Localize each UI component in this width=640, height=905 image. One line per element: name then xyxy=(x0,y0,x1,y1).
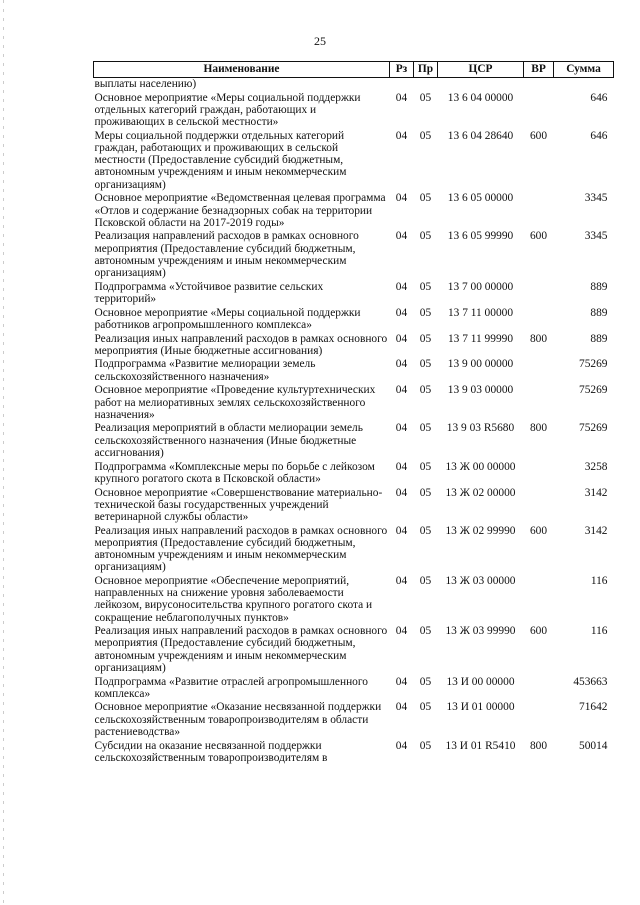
cell-name: Основное мероприятие «Совершенствование материально-технической базы государственных учреждений ветеринарной службы области» xyxy=(94,486,383,523)
cell-sum: 453663 xyxy=(573,675,608,688)
cell-vr xyxy=(524,358,554,384)
cell-sum: 3345 xyxy=(584,192,608,205)
cell-rz: 04 xyxy=(395,358,408,371)
cell-rz: 04 xyxy=(395,486,408,499)
cell-pr: 05 xyxy=(419,524,432,537)
cell-rz: 04 xyxy=(395,625,408,638)
page-number: 25 xyxy=(314,34,326,48)
table-body xyxy=(94,78,614,766)
cell-sum: 3258 xyxy=(584,460,608,473)
cell-pr: 05 xyxy=(419,574,432,587)
table-row xyxy=(94,192,614,230)
cell-pr: 05 xyxy=(419,675,432,688)
cell-sum: 3142 xyxy=(584,524,608,537)
cell-rz: 04 xyxy=(395,574,408,587)
cell-rz: 04 xyxy=(395,384,408,397)
table-row xyxy=(94,384,614,422)
cell-sum: 3142 xyxy=(584,486,608,499)
budget-table xyxy=(93,61,614,765)
cell-rz: 04 xyxy=(395,422,408,435)
cell-vr: 600 xyxy=(529,625,548,638)
cell-sum: 116 xyxy=(590,574,608,587)
cell-sum: 889 xyxy=(590,280,608,293)
cell-name: Основное мероприятие «Меры социальной поддержки работников агропромышленного комплекса» xyxy=(94,306,361,331)
cell-pr: 05 xyxy=(419,739,432,752)
cell-rz: 04 xyxy=(395,91,408,104)
cell-vr xyxy=(524,192,554,230)
cell-name: Реализация направлений расходов в рамках основного мероприятия (Предоставление субсидий бюджетным, автономным учреждениям и иным некоммерческим организациям) xyxy=(94,230,359,280)
header-sum: Сумма xyxy=(554,62,614,78)
cell-csr: 13 И 01 R5410 xyxy=(445,739,516,752)
cell-pr: 05 xyxy=(419,332,432,345)
cell-vr xyxy=(524,701,554,739)
cell-rz: 04 xyxy=(395,129,408,142)
cell-pr xyxy=(414,78,438,92)
cell-name: Основное мероприятие «Ведомственная целевая программа «Отлов и содержание безнадзорных собак на территории Псковской области на 2017-2019 годы» xyxy=(94,192,386,229)
cell-pr: 05 xyxy=(419,192,432,205)
table-row xyxy=(94,525,614,575)
cell-rz: 04 xyxy=(395,675,408,688)
table-row xyxy=(94,307,614,333)
cell-csr: 13 И 01 00000 xyxy=(446,701,515,714)
cell-rz: 04 xyxy=(395,460,408,473)
header-rz: Рз xyxy=(390,62,414,78)
table-row xyxy=(94,487,614,525)
table-row xyxy=(94,130,614,193)
cell-name: Подпрограмма «Комплексные меры по борьбе с лейкозом крупного рогатого скота в Псковской области» xyxy=(94,460,375,485)
header-vr: ВР xyxy=(524,62,554,78)
table-row xyxy=(94,333,614,359)
cell-vr: 800 xyxy=(529,332,548,345)
table-row xyxy=(94,461,614,487)
cell-csr xyxy=(438,78,524,92)
cell-pr: 05 xyxy=(419,230,432,243)
cell-rz: 04 xyxy=(395,230,408,243)
table-header xyxy=(94,62,614,78)
cell-rz: 04 xyxy=(395,332,408,345)
table-row xyxy=(94,230,614,280)
table-row xyxy=(94,676,614,702)
cell-name: Подпрограмма «Устойчивое развитие сельских территорий» xyxy=(94,280,324,305)
table-row xyxy=(94,281,614,307)
cell-name: Реализация иных направлений расходов в рамках основного мероприятия (Предоставление субсидий бюджетным, автономным учреждениям и иным некоммерческим организациям) xyxy=(94,524,388,574)
cell-pr: 05 xyxy=(419,384,432,397)
cell-csr: 13 Ж 02 00000 xyxy=(445,486,516,499)
header-csr: ЦСР xyxy=(438,62,524,78)
cell-name: Основное мероприятие «Обеспечение мероприятий, направленных на снижение уровня заболеваемости лейкозом, вирусоносительства крупного рогатого скота и сокращение неблагополучных пунктов» xyxy=(94,574,373,624)
cell-vr xyxy=(524,307,554,333)
header-pr: Пр xyxy=(414,62,438,78)
cell-name: Основное мероприятие «Оказание несвязанной поддержки сельскохозяйственным товаропроизводителям в области растениеводства» xyxy=(94,701,382,738)
header-row xyxy=(94,62,614,78)
cell-pr: 05 xyxy=(419,422,432,435)
cell-rz: 04 xyxy=(395,739,408,752)
cell-csr: 13 6 04 00000 xyxy=(447,91,514,104)
cell-sum: 71642 xyxy=(579,701,608,714)
cell-csr: 13 Ж 03 00000 xyxy=(445,574,516,587)
cell-name: Меры социальной поддержки отдельных категорий граждан, работающих и проживающих в сельской местности (Предоставление субсидий бюджетным, автономным учреждениям и иным некоммерческим организациям) xyxy=(94,129,347,191)
cell-csr: 13 6 04 28640 xyxy=(447,129,514,142)
cell-rz: 04 xyxy=(395,524,408,537)
table-row xyxy=(94,625,614,675)
table-row xyxy=(94,92,614,130)
cell-vr xyxy=(524,78,554,92)
cell-pr: 05 xyxy=(419,460,432,473)
table-row xyxy=(94,358,614,384)
cell-sum: 75269 xyxy=(579,384,608,397)
cell-csr: 13 7 11 00000 xyxy=(447,306,514,319)
cell-rz: 04 xyxy=(395,280,408,293)
cell-sum xyxy=(554,78,614,92)
cell-csr: 13 9 03 R5680 xyxy=(446,422,515,435)
cell-vr xyxy=(524,575,554,625)
cell-sum: 75269 xyxy=(579,358,608,371)
cell-rz: 04 xyxy=(395,192,408,205)
cell-name: выплаты населению) xyxy=(94,78,197,90)
cell-csr: 13 7 00 00000 xyxy=(447,280,514,293)
table-row xyxy=(94,701,614,739)
cell-name: Реализация иных направлений расходов в рамках основного мероприятия (Предоставление субсидий бюджетным, автономным учреждениям и иным некоммерческим организациям) xyxy=(94,625,388,674)
cell-csr: 13 Ж 00 00000 xyxy=(445,460,516,473)
cell-name: Реализация мероприятий в области мелиорации земель сельскохозяйственного назначения (Иные бюджетные ассигнования) xyxy=(94,422,363,459)
cell-csr: 13 6 05 00000 xyxy=(447,192,514,205)
table-row xyxy=(94,740,614,766)
cell-vr: 800 xyxy=(529,739,548,752)
cell-sum: 116 xyxy=(590,625,608,638)
cell-pr: 05 xyxy=(419,625,432,638)
cell-sum: 646 xyxy=(590,91,608,104)
cell-pr: 05 xyxy=(419,129,432,142)
cell-vr xyxy=(524,461,554,487)
cell-rz: 04 xyxy=(395,306,408,319)
cell-csr: 13 9 03 00000 xyxy=(447,384,514,397)
cell-vr: 600 xyxy=(529,230,548,243)
cell-rz: 04 xyxy=(395,701,408,714)
cell-name: Субсидии на оказание несвязанной поддержки сельскохозяйственным товаропроизводителям в xyxy=(94,739,328,764)
header-name: Наименование xyxy=(94,62,390,78)
scan-edge-line xyxy=(3,0,4,905)
cell-sum: 889 xyxy=(590,332,608,345)
cell-name: Подпрограмма «Развитие мелиорации земель сельскохозяйственного назначения» xyxy=(94,358,316,383)
cell-pr: 05 xyxy=(419,358,432,371)
cell-pr: 05 xyxy=(419,91,432,104)
cell-csr: 13 6 05 99990 xyxy=(447,230,514,243)
cell-pr: 05 xyxy=(419,701,432,714)
cell-csr: 13 9 00 00000 xyxy=(447,358,514,371)
cell-pr: 05 xyxy=(419,306,432,319)
cell-name: Реализация иных направлений расходов в рамках основного мероприятия (Иные бюджетные ассигнования) xyxy=(94,332,388,357)
cell-vr xyxy=(524,676,554,702)
cell-rz xyxy=(390,78,414,92)
table-row xyxy=(94,575,614,625)
cell-csr: 13 Ж 03 99990 xyxy=(445,625,516,638)
cell-sum: 3345 xyxy=(584,230,608,243)
cell-pr: 05 xyxy=(419,280,432,293)
cell-sum: 646 xyxy=(590,129,608,142)
cell-sum: 50014 xyxy=(579,739,608,752)
cell-vr xyxy=(524,281,554,307)
table-row xyxy=(94,422,614,460)
cell-sum: 889 xyxy=(590,306,608,319)
cell-csr: 13 7 11 99990 xyxy=(447,332,514,345)
table-row xyxy=(94,78,614,92)
cell-vr xyxy=(524,92,554,130)
cell-vr xyxy=(524,384,554,422)
cell-csr: 13 Ж 02 99990 xyxy=(445,524,516,537)
cell-name: Основное мероприятие «Проведение культуртехнических работ на мелиоративных землях сельскохозяйственного назначения» xyxy=(94,384,376,421)
cell-name: Основное мероприятие «Меры социальной поддержки отдельных категорий граждан, работающих и проживающих в сельской местности» xyxy=(94,91,361,129)
cell-vr: 800 xyxy=(529,422,548,435)
cell-csr: 13 И 00 00000 xyxy=(446,675,515,688)
cell-vr: 600 xyxy=(529,524,548,537)
cell-vr: 600 xyxy=(529,129,548,142)
cell-pr: 05 xyxy=(419,486,432,499)
cell-vr xyxy=(524,487,554,525)
cell-sum: 75269 xyxy=(579,422,608,435)
cell-name: Подпрограмма «Развитие отраслей агропромышленного комплекса» xyxy=(94,675,368,700)
